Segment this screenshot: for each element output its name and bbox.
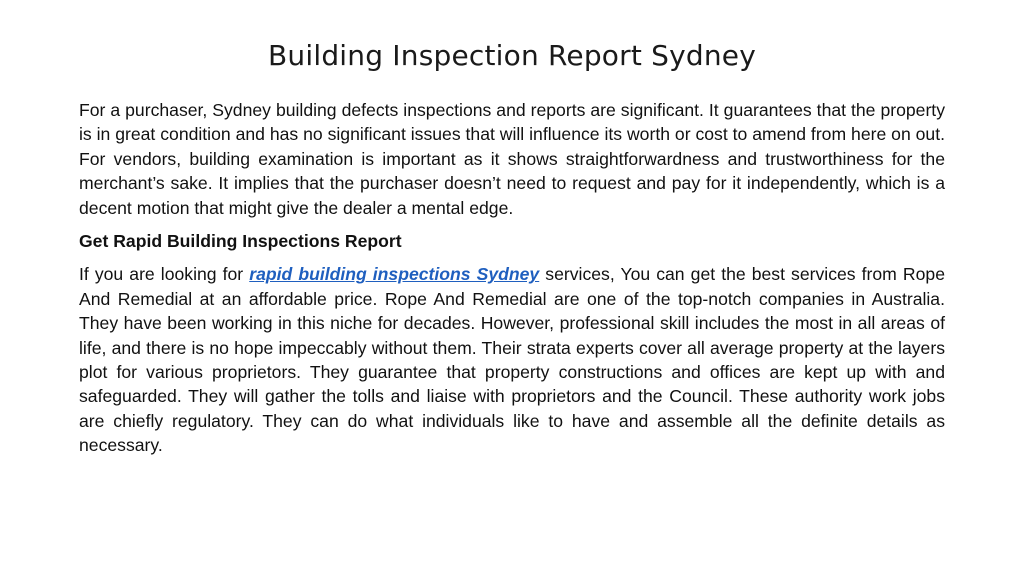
page-title: Building Inspection Report Sydney — [268, 39, 756, 72]
document-body — [79, 98, 945, 458]
section-heading: Get Rapid Building Inspections Report — [79, 231, 402, 252]
rapid-inspections-link[interactable]: rapid building inspections Sydney — [249, 264, 540, 285]
intro-paragraph: For a purchaser, Sydney building defects inspections and reports are significant. It guarantees that the property is in great condition and has no significant issues that will influence its worth or cost to amend from here on out. For vendors, building examination is important as it shows straightforwardness and trustworthiness for the merchant’s sake. It implies that the purchaser doesn’t need to request and pay for it independently, which is a decent motion that might give the dealer a mental edge. — [79, 100, 945, 218]
services-paragraph-prefix: If you are looking for — [79, 264, 250, 285]
services-paragraph-suffix: services, You can get the best services from Rope And Remedial at an affordable price. Rope And Remedial are one of the top-notch companies in Australia. They have been working in this niche for decades. However, professional skill includes the most in all areas of life, and there is no hope impeccably without them. Their strata experts cover all average property at the layers plot for various proprietors. They guarantee that property constructions and offices are kept up with and safeguarded. They will gather the tolls and liaise with proprietors and the Council. These authority work jobs are chiefly regulatory. They can do what individuals like to have and assemble all the definite details as necessary. — [79, 264, 945, 456]
services-paragraph — [79, 262, 945, 457]
